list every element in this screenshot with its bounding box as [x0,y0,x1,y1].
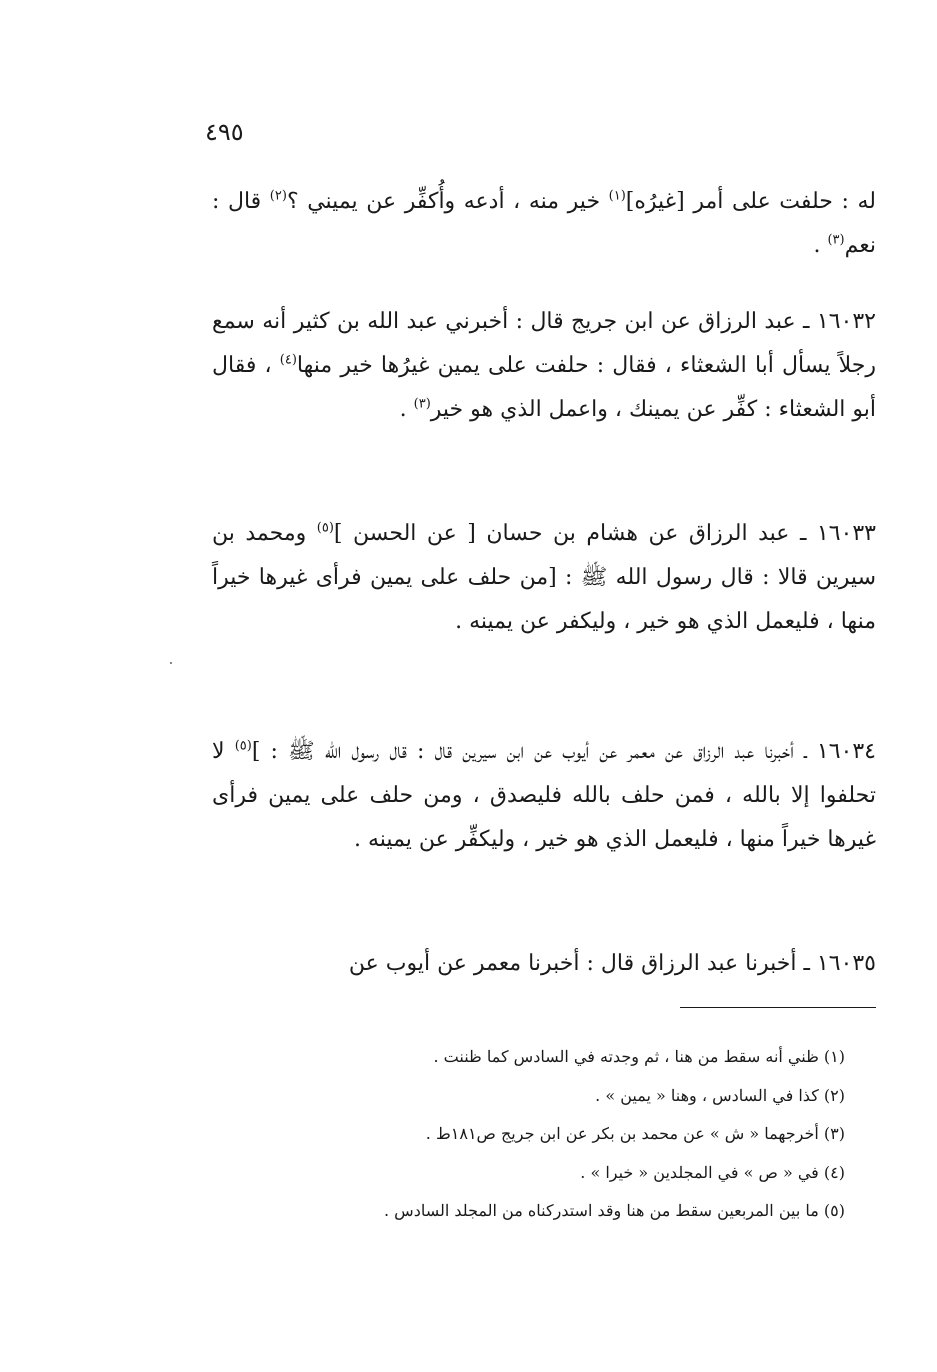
page-number: ٤٩٥ [205,118,244,146]
text-run: . [813,233,828,258]
footnotes [300,1038,845,1231]
text-run: له : حلفت على أمر [غيرُه] [625,189,876,214]
footnote-3: (٣) أخرجهما « ش » عن محمد بن بكر عن ابن جريج ص١٨١ط . [425,1124,845,1143]
footnote-ref: (٣) [413,396,431,412]
hadith-16034 [212,730,876,862]
footnote-1: (١) ظني أنه سقط من هنا ، ثم وجدته في السادس كما ظننت . [433,1047,845,1066]
hadith-16035 [212,942,876,986]
text-run: ١٦٠٣٤ ـ أخبرنا عبد الرزاق عن معمر عن أيوب عن ابن سيرين قال : قال رسول الله ﷺ : ] [251,739,876,764]
footnote-5: (٥) ما بين المربعين سقط من هنا وقد استدركناه من المجلد السادس . [383,1201,845,1220]
text-run: ١٦٠٣٢ ـ عبد الرزاق عن ابن جريج قال : أخبرني عبد الله بن كثير أنه سمع رجلاً يسأل أبا الشعثاء ، فقال : حلفت على يمين غيرُها خير منها [212,309,876,378]
footnote-ref: (٥) [234,738,252,754]
footnote-ref: (٣) [827,232,845,248]
scan-speck [170,662,172,664]
footnote-divider [680,1007,876,1008]
text-run: ١٦٠٣٣ ـ عبد الرزاق عن هشام بن حسان [ عن الحسن ] [333,521,876,546]
text-run: ومحمد بن سيرين قالا : قال رسول الله ﷺ : [من حلف على يمين فرأى غيرها خيراً منها ، فليعمل الذي هو خير ، وليكفر عن يمينه . [212,521,876,634]
text-run: لا تحلفوا إلا بالله ، فمن حلف بالله فليصدق ، ومن حلف على يمين فرأى غيرها خيراً منها ، فليعمل الذي هو خير ، وليكفِّر عن يمينه . [212,739,876,852]
footnote-ref: (٥) [316,520,334,536]
hadith-16032 [212,300,876,432]
footnote-4: (٤) في « ص » في المجلدين « خيرا » . [580,1162,845,1182]
footnote-ref: (٤) [279,352,297,368]
text-run: . [399,397,414,422]
paragraph-continuation [212,180,876,268]
footnote-2: (٢) كذا في السادس ، وهنا « يمين » . [595,1085,845,1105]
text-run: خير منه ، أدعه وأُكفِّر عن يميني ؟ [286,189,609,214]
text-run: قال : نعم [212,189,876,258]
footnote-ref: (١) [608,188,626,204]
text-run: ، فقال أبو الشعثاء : كفِّر عن يمينك ، واعمل الذي هو خير [212,353,876,422]
footnote-ref: (٢) [269,188,287,204]
text-run: ١٦٠٣٥ ـ أخبرنا عبد الرزاق قال : أخبرنا معمر عن أيوب عن [348,951,876,976]
hadith-16033 [212,512,876,644]
